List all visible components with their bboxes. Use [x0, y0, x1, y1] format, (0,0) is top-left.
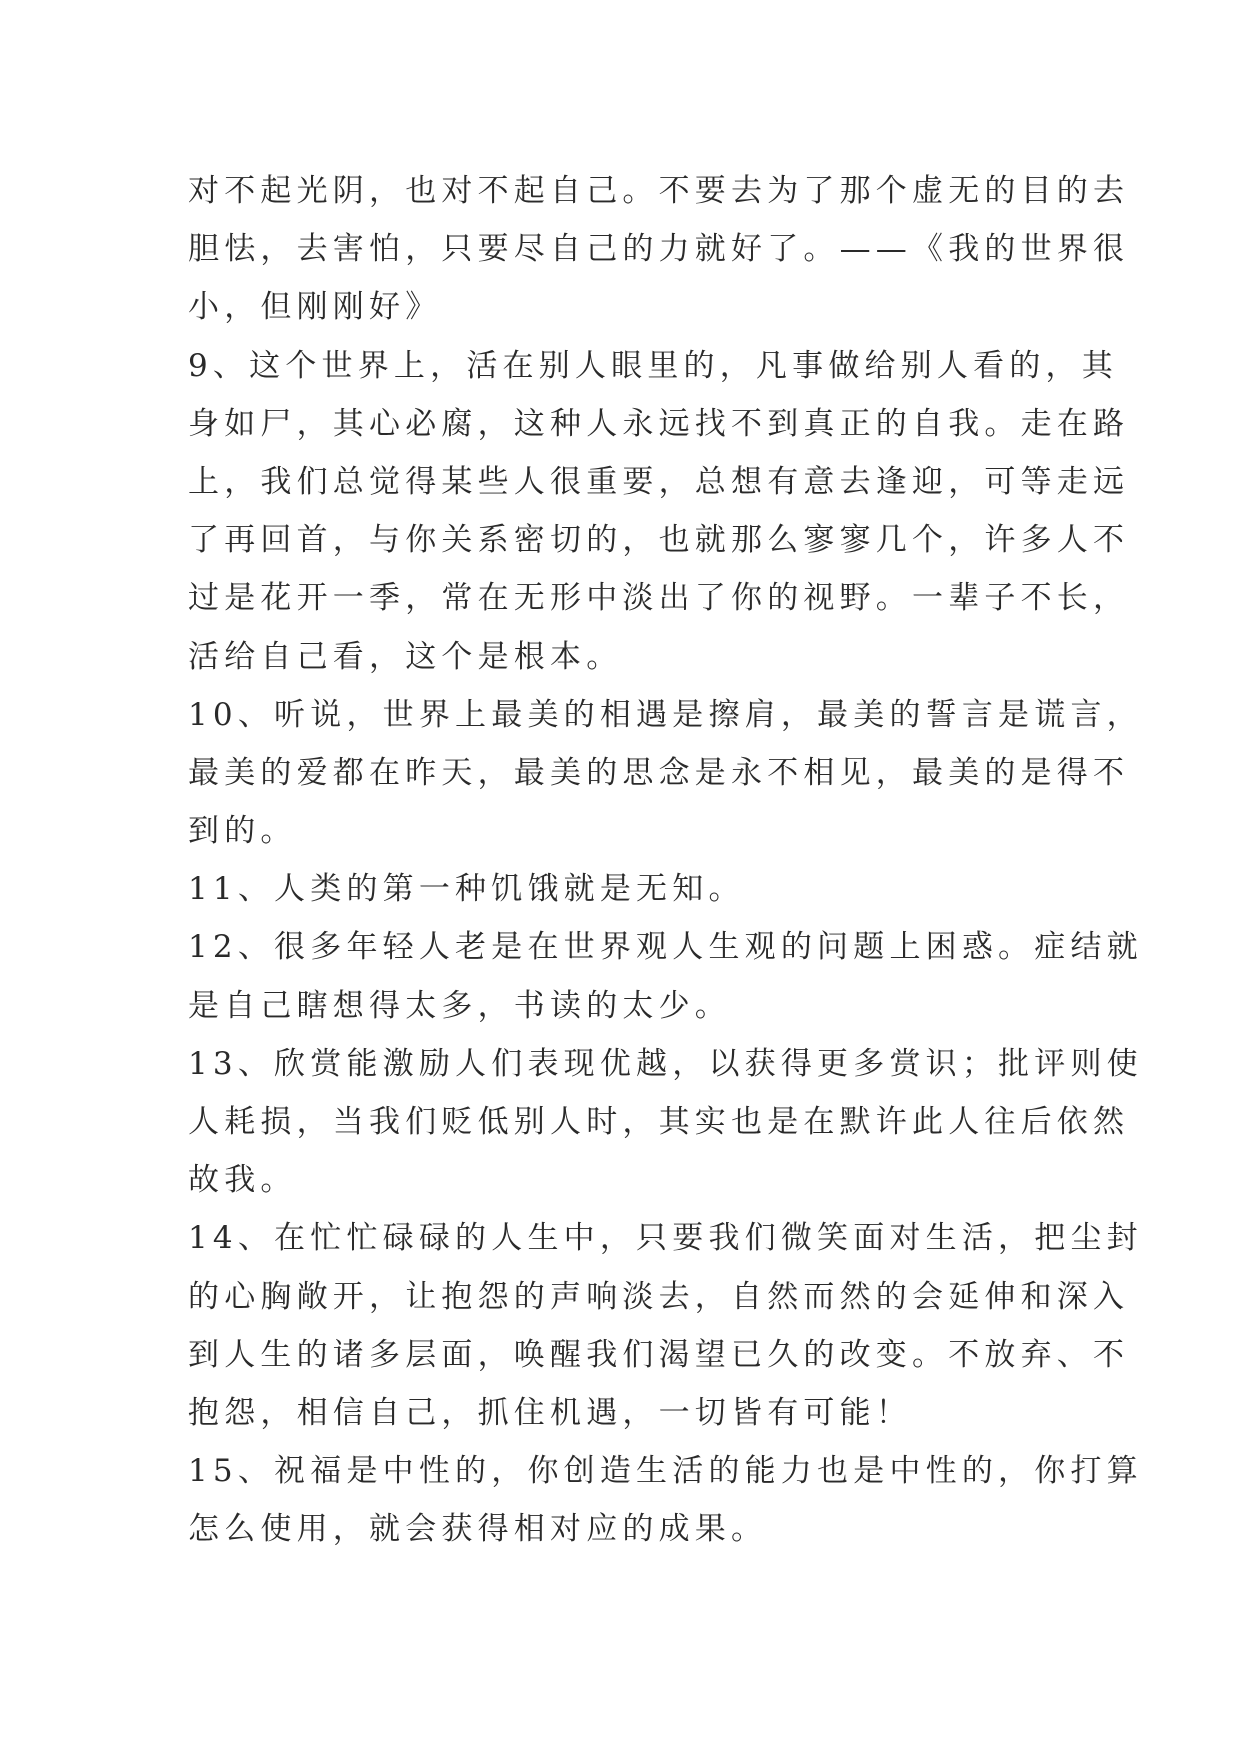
text-line: 的心胸敞开，让抱怨的声响淡去，自然而然的会延伸和深入 [188, 1278, 1130, 1315]
text-line: 10、听说，世界上最美的相遇是擦肩，最美的誓言是谎言， [188, 696, 1143, 733]
text-line: 是自己瞎想得太多，书读的太少。 [188, 987, 731, 1024]
text-line: 上，我们总觉得某些人很重要，总想有意去逢迎，可等走远 [188, 463, 1130, 500]
text-line: 最美的爱都在昨天，最美的思念是永不相见，最美的是得不 [188, 754, 1130, 791]
text-line: 9、这个世界上，活在别人眼里的，凡事做给别人看的，其 [188, 347, 1118, 384]
text-line: 12、很多年轻人老是在世界观人生观的问题上困惑。症结就 [188, 929, 1143, 966]
text-line: 对不起光阴，也对不起自己。不要去为了那个虚无的目的去 [188, 173, 1130, 209]
text-line: 14、在忙忙碌碌的人生中，只要我们微笑面对生活，把尘封 [188, 1220, 1143, 1257]
text-line: 人耗损，当我们贬低别人时，其实也是在默许此人往后依然 [188, 1104, 1130, 1140]
text-line: 故我。 [188, 1162, 297, 1199]
document-body [188, 162, 1143, 1559]
text-line: 11、人类的第一种饥饿就是无知。 [188, 871, 745, 908]
text-line: 小，但刚刚好》 [188, 289, 442, 326]
text-line: 过是花开一季，常在无形中淡出了你的视野。一辈子不长， [188, 580, 1130, 617]
text-line: 抱怨，相信自己，抓住机遇，一切皆有可能！ [188, 1394, 912, 1431]
text-line: 到人生的诸多层面，唤醒我们渴望已久的改变。不放弃、不 [188, 1336, 1130, 1373]
text-line: 怎么使用，就会获得相对应的成果。 [188, 1511, 768, 1548]
text-line: 身如尸，其心必腐，这种人永远找不到真正的自我。走在路 [188, 405, 1130, 442]
text-line: 胆怯，去害怕，只要尽自己的力就好了。——《我的世界很 [188, 231, 1130, 268]
text-line: 了再回首，与你关系密切的，也就那么寥寥几个，许多人不 [188, 522, 1130, 559]
text-line: 活给自己看，这个是根本。 [188, 638, 623, 675]
text-line: 到的。 [188, 813, 297, 850]
text-line: 15、祝福是中性的，你创造生活的能力也是中性的，你打算 [188, 1453, 1143, 1490]
text-line: 13、欣赏能激励人们表现优越，以获得更多赏识；批评则使 [188, 1045, 1143, 1082]
